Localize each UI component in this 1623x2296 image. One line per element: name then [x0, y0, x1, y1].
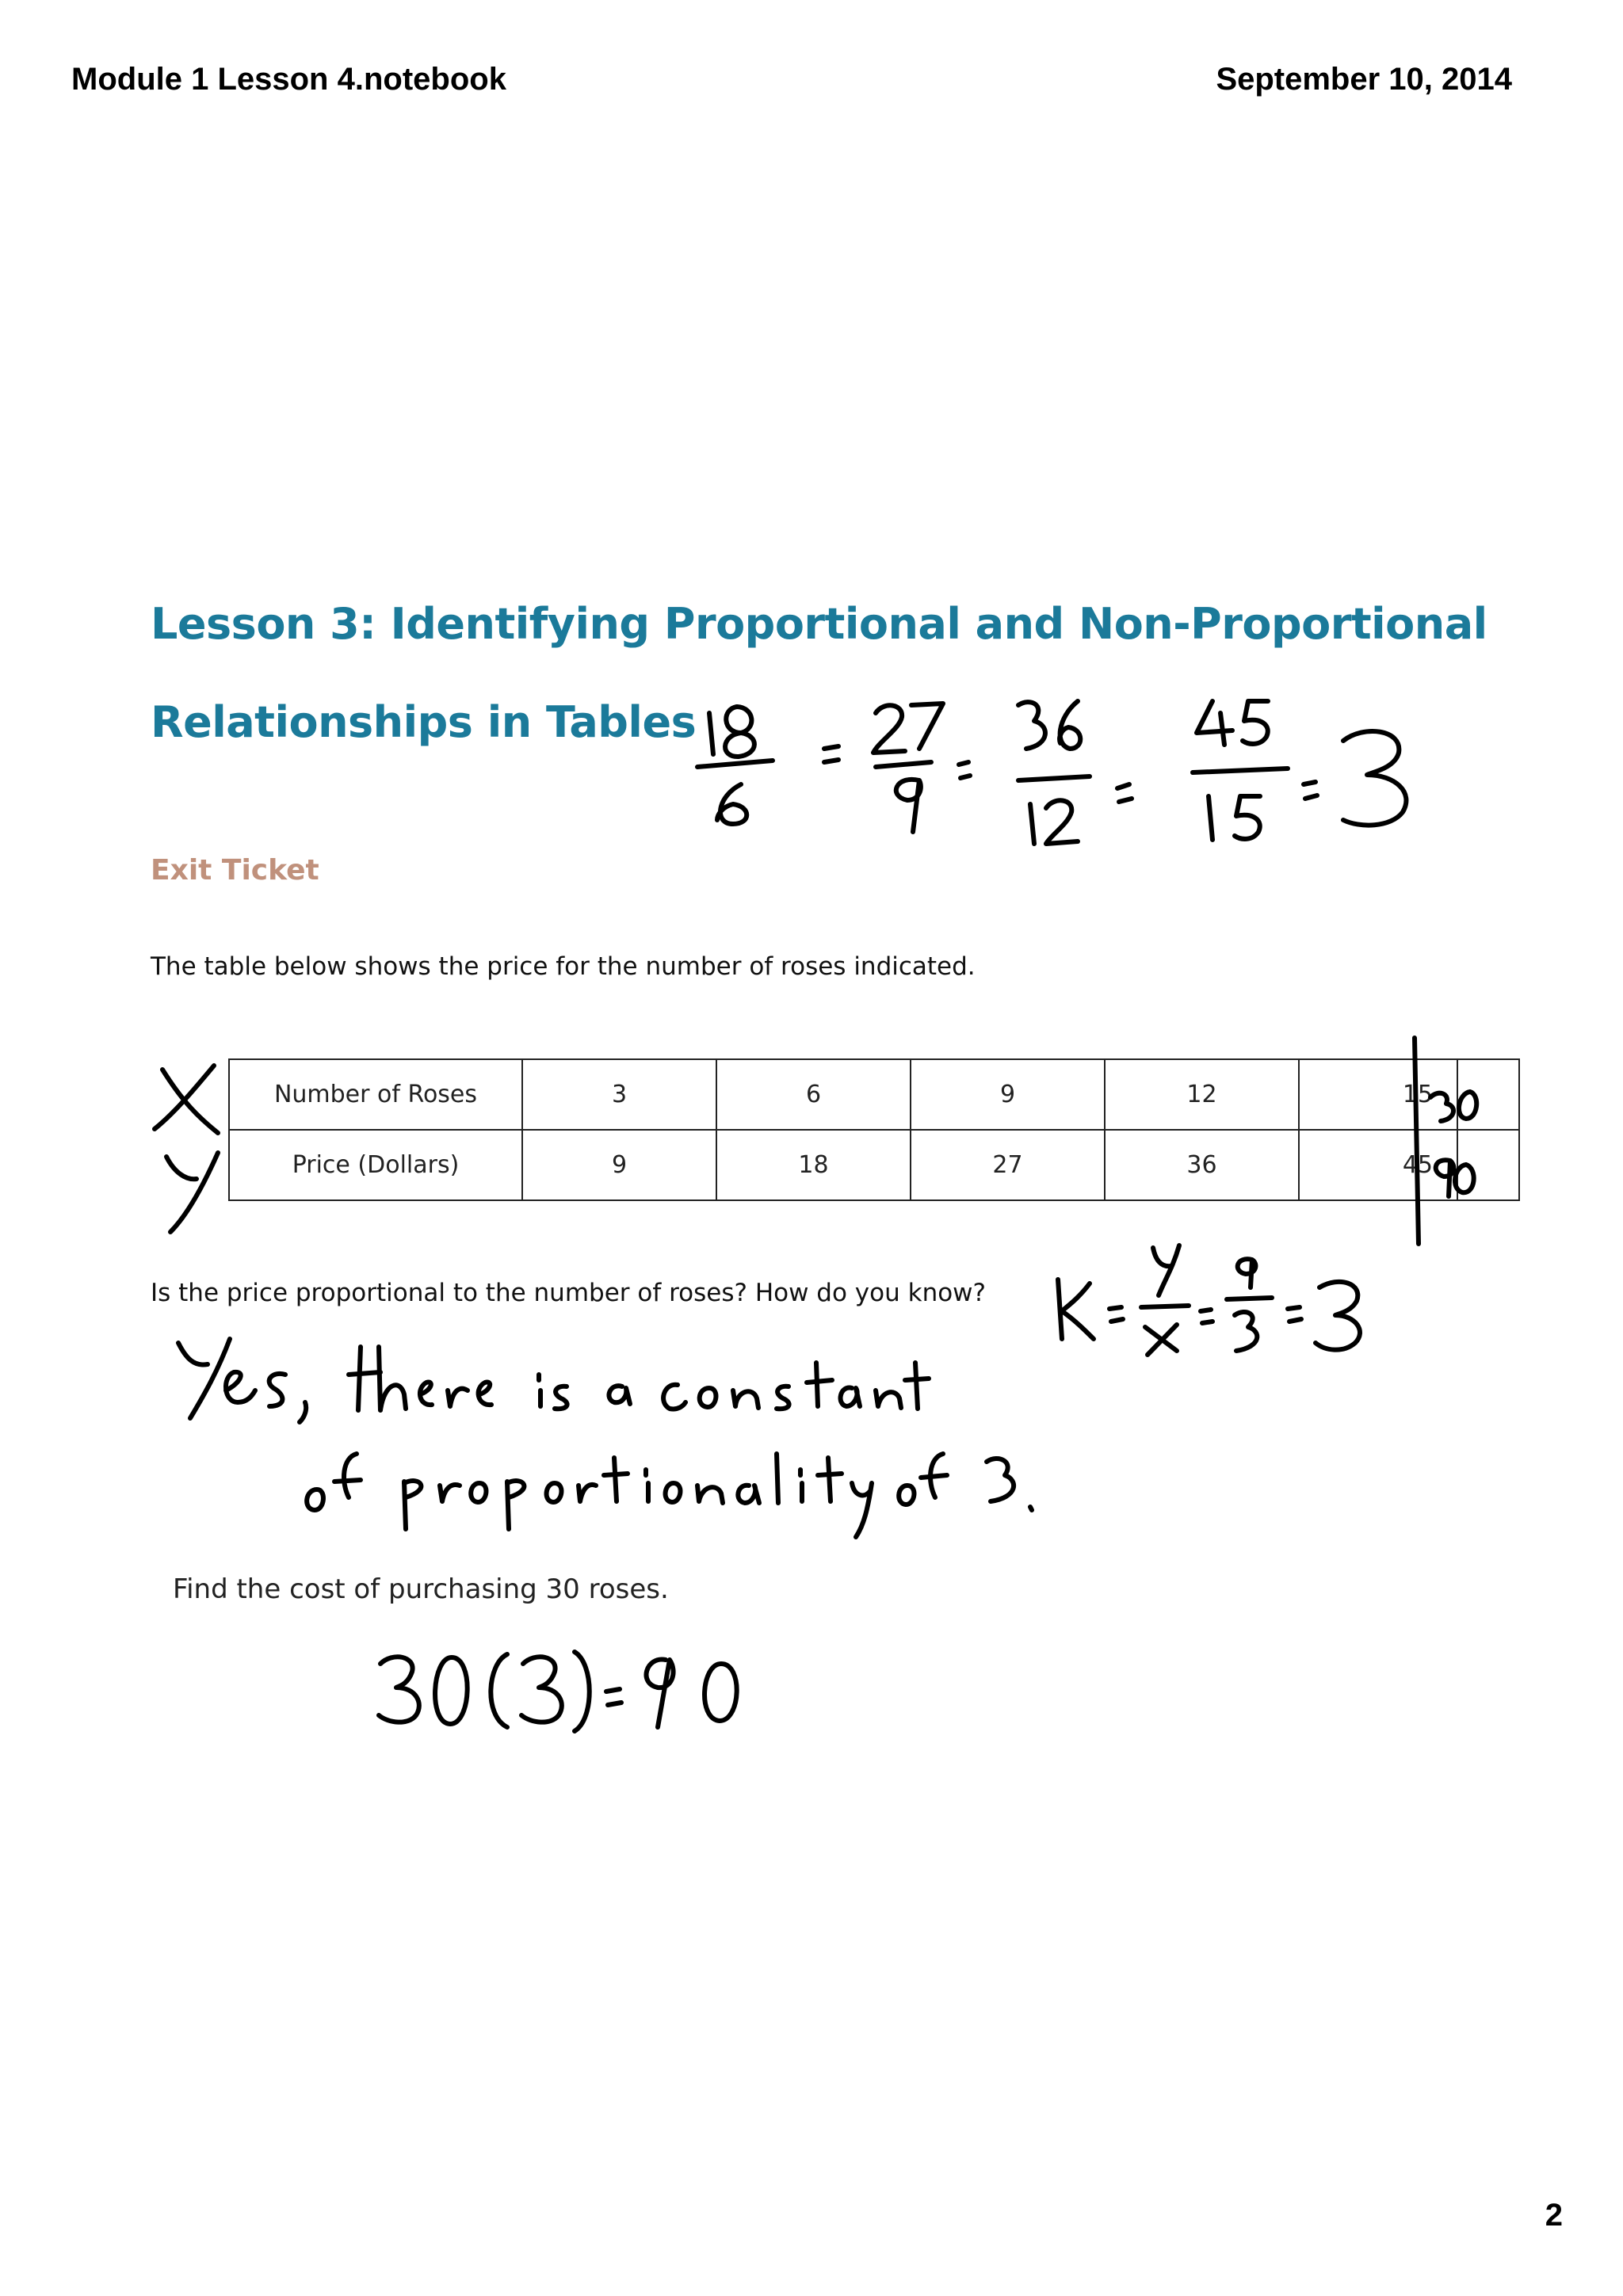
table-cell: 9	[522, 1130, 716, 1200]
notebook-date: September 10, 2014	[1216, 62, 1512, 97]
table-row	[229, 1130, 1519, 1200]
table-row	[229, 1059, 1519, 1130]
table-cell: 36	[1105, 1130, 1299, 1200]
table-cell: 12	[1105, 1059, 1299, 1130]
exit-ticket-heading: Exit Ticket	[151, 854, 319, 887]
table-cell: 45	[1299, 1130, 1457, 1200]
notebook-title: Module 1 Lesson 4.notebook	[71, 62, 506, 97]
lesson-title-line2: Relationships in Tables	[151, 697, 697, 747]
page-number: 2	[1545, 2198, 1563, 2233]
handwritten-k-equation	[1058, 1245, 1360, 1355]
lesson-title-line1: Lesson 3: Identifying Proportional and Non-Proportional	[151, 599, 1487, 649]
table-cell: 3	[522, 1059, 716, 1130]
handwritten-row-labels	[155, 1066, 218, 1232]
table-cell-extra	[1457, 1059, 1519, 1130]
question-cost: Find the cost of purchasing 30 roses.	[173, 1573, 669, 1605]
table-cell: 18	[716, 1130, 911, 1200]
table-cell: 15	[1299, 1059, 1457, 1130]
table-cell-extra	[1457, 1130, 1519, 1200]
roses-price-table	[228, 1058, 1520, 1201]
row-label-roses: Number of Roses	[229, 1059, 522, 1130]
table-cell: 27	[911, 1130, 1105, 1200]
question-proportional: Is the price proportional to the number of roses? How do you know?	[151, 1279, 986, 1307]
handwritten-answer-proportional	[178, 1339, 1032, 1537]
table-cell: 6	[716, 1059, 911, 1130]
row-label-price: Price (Dollars)	[229, 1130, 522, 1200]
table-cell: 9	[911, 1059, 1105, 1130]
handwritten-answer-cost	[379, 1652, 737, 1731]
handwritten-ratio-chain	[697, 701, 1406, 844]
table-intro-text: The table below shows the price for the number of roses indicated.	[151, 952, 976, 981]
